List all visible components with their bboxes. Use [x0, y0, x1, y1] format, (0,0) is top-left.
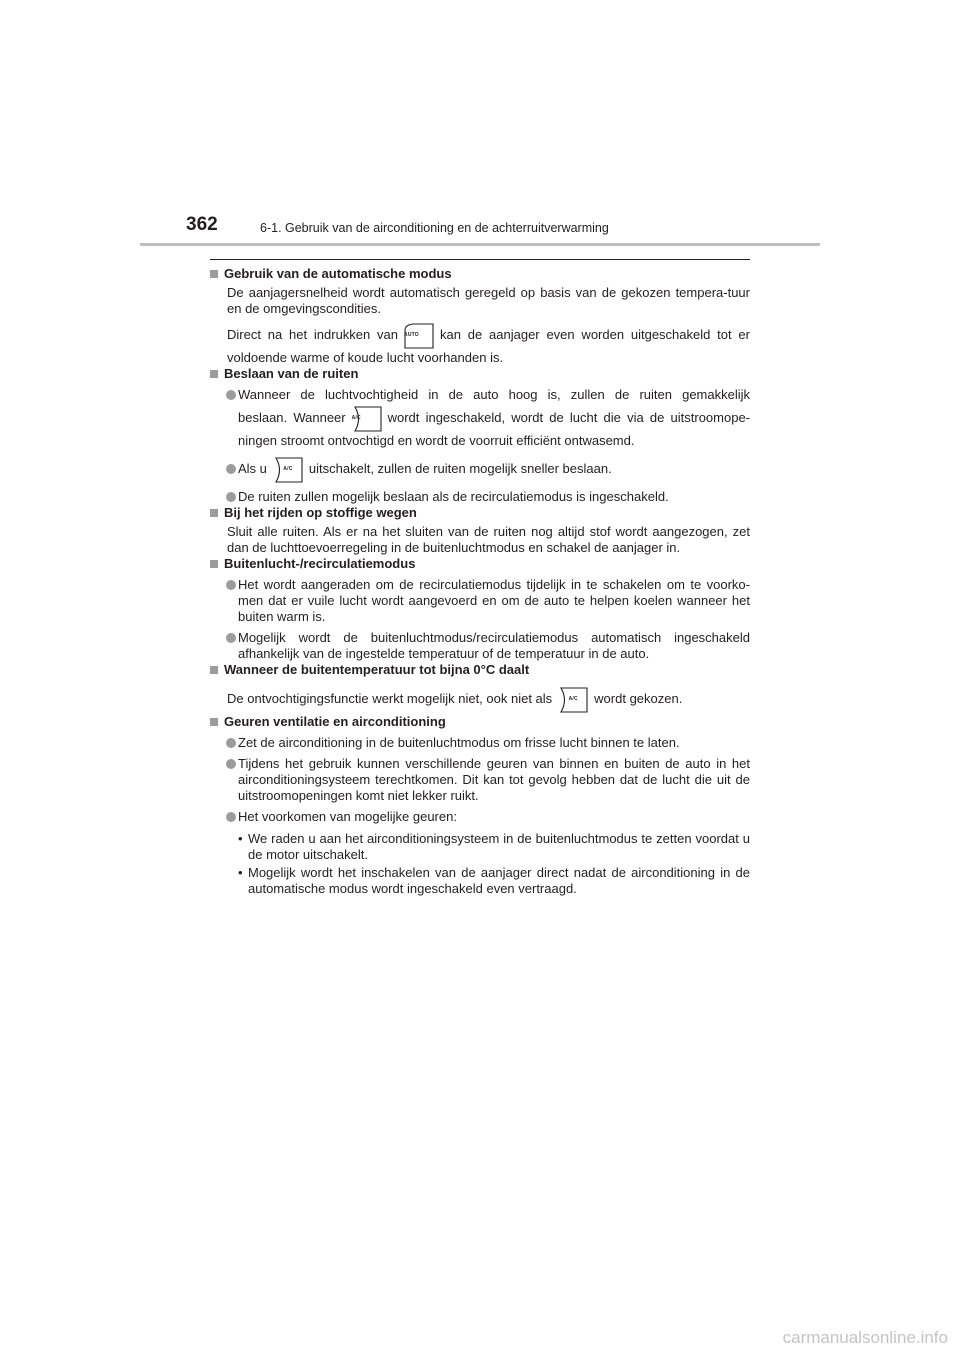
sub-list-item: • Mogelijk wordt het inschakelen van de aanjager direct nadat de airconditioning in de automatische modus wordt ingeschakeld even vertraagd. [238, 865, 750, 896]
list-item: Tijdens het gebruik kunnen verschillende geuren van binnen en buiten de auto in het airconditioningsysteem terechtkomen. Dit kan tot gevolg hebben dat de lucht die uit de uitstroomopeningen komt niet lekker ruikt. [210, 756, 750, 804]
paragraph: Sluit alle ruiten. Als er na het sluiten van de ruiten nog altijd stof wordt aangezogen, zet dan de luchttoevoerregeling in de buitenluchtmodus en schakel de aanjager in. [227, 524, 750, 555]
round-bullet-icon [226, 738, 236, 748]
list-item: De ruiten zullen mogelijk beslaan als de recirculatiemodus is ingeschakeld. [210, 489, 750, 505]
auto-button-icon: AUTO [404, 323, 434, 349]
round-bullet-icon [226, 759, 236, 769]
list-item: Zet de airconditioning in de buitenluchtmodus om frisse lucht binnen te laten. [210, 735, 750, 751]
ac-button-icon: A/C [352, 406, 382, 432]
header-divider [140, 243, 820, 246]
square-bullet-icon [210, 560, 218, 568]
square-bullet-icon [210, 270, 218, 278]
bullet-icon: • [238, 831, 243, 846]
round-bullet-icon [226, 464, 236, 474]
content-divider [210, 259, 750, 260]
list-item: Het voorkomen van mogelijke geuren: [210, 809, 750, 825]
square-bullet-icon [210, 666, 218, 674]
round-bullet-icon [226, 390, 236, 400]
paragraph-with-icon: Direct na het indrukken van AUTO kan de aanjager even worden uitgeschakeld tot er voldoende warme of koude lucht voorhanden is. [210, 320, 750, 366]
square-bullet-icon [210, 509, 218, 517]
section-heading: Buitenlucht-/recirculatiemodus [210, 556, 750, 572]
section-dusty-roads [210, 505, 750, 556]
list-item: Het wordt aangeraden om de recirculatiemodus tijdelijk in te schakelen om te voorko-men dat er vuile lucht wordt aangevoerd en om de auto te helpen koelen wanneer het buiten warm is. [210, 577, 750, 625]
watermark: carmanualsonline.info [782, 1328, 948, 1347]
section-title: 6-1. Gebruik van de airconditioning en de achterruitverwarming [260, 221, 609, 235]
section-heading: Wanneer de buitentemperatuur tot bijna 0°C daalt [210, 662, 750, 678]
section-heading: Bij het rijden op stoffige wegen [210, 505, 750, 521]
section-odors [210, 714, 750, 897]
bullet-icon: • [238, 865, 243, 880]
section-automatic-mode [210, 266, 750, 366]
section-heading: Geuren ventilatie en airconditioning [210, 714, 750, 730]
round-bullet-icon [226, 812, 236, 822]
page-header [0, 0, 960, 250]
round-bullet-icon [226, 580, 236, 590]
section-heading: Beslaan van de ruiten [210, 366, 750, 382]
round-bullet-icon [226, 492, 236, 502]
ac-button-icon: A/C [273, 457, 303, 483]
section-fogging [210, 366, 750, 505]
list-item: Mogelijk wordt de buitenluchtmodus/recirculatiemodus automatisch ingeschakeld afhankelijk van de ingestelde temperatuur of de temperatuur in de auto. [210, 630, 750, 662]
section-heading: Gebruik van de automatische modus [210, 266, 750, 282]
list-item: Wanneer de luchtvochtigheid in de auto hoog is, zullen de ruiten gemakkelijk beslaan. Wanneer A/C wordt ingeschakeld, wordt de lucht die via de uitstroomope- ningen stroomt ontvochtigd en wordt de voorruit efficiënt ontwasemd. [210, 387, 750, 449]
section-recirculation [210, 556, 750, 662]
page-content [210, 266, 750, 897]
round-bullet-icon [226, 633, 236, 643]
square-bullet-icon [210, 718, 218, 726]
section-low-temperature [210, 662, 750, 714]
paragraph-with-icon: De ontvochtigingsfunctie werkt mogelijk niet, ook niet als A/C wordt gekozen. [210, 684, 750, 714]
page-number: 362 [186, 214, 218, 235]
list-item: Als u A/C uitschakelt, zullen de ruiten mogelijk sneller beslaan. [210, 454, 750, 484]
sub-list-item: • We raden u aan het airconditioningsysteem in de buitenluchtmodus te zetten voordat u de motor uitschakelt. [238, 831, 750, 862]
square-bullet-icon [210, 370, 218, 378]
paragraph: De aanjagersnelheid wordt automatisch geregeld op basis van de gekozen tempera-tuur en de omgevingscondities. [227, 285, 750, 316]
ac-button-icon: A/C [558, 687, 588, 713]
